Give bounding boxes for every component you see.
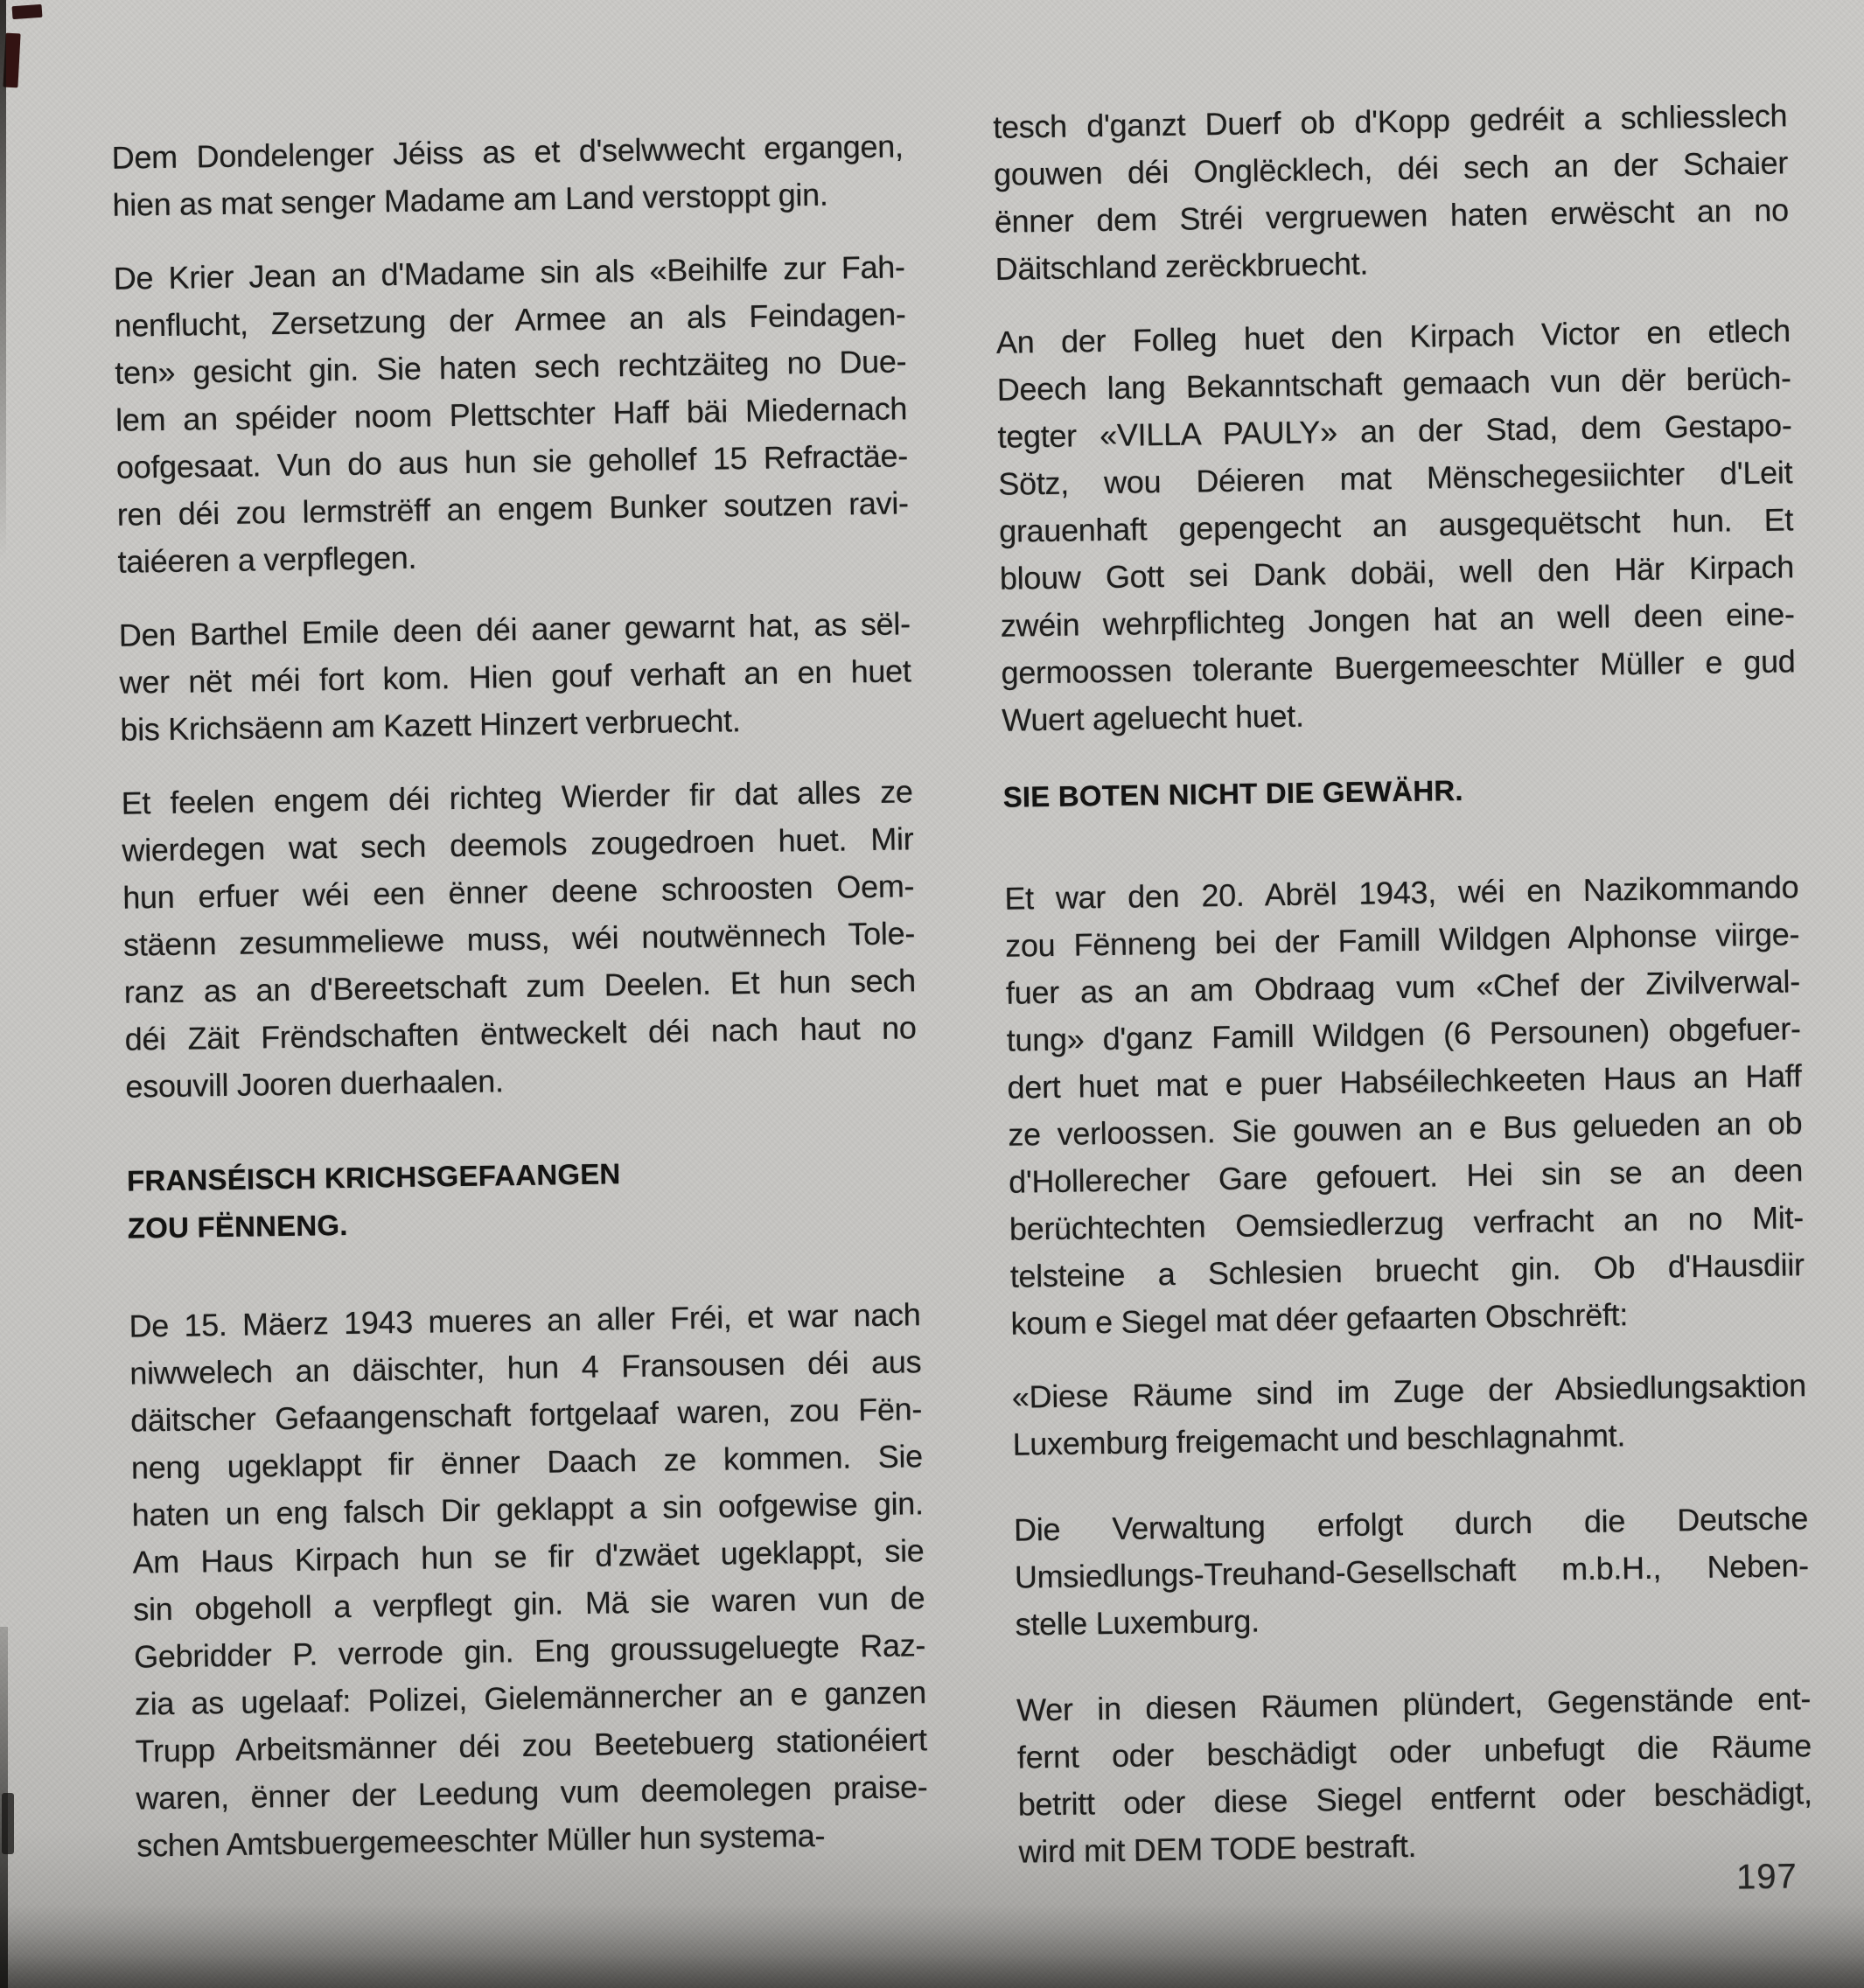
paragraph-toleranz: Et feelen engem déi richteg Wierder fir dat alles ze wierdegen wat sech deemols zougedroen huet. Mir hun erfuer wéi een ënner deene schroosten Oem- stäenn zesummeliewe muss, wéi noutwënnech Tole- ranz as an d'Bereetschaft zum Deelen. Et hun sech déi Zäit Frëndschaften ëntweckelt déi nach haut no esouvill Jooren duerhaalen. [121,773,917,1105]
paragraph-krier-jean: De Krier Jean an d'Madame sin als «Beihilfe zur Fah- nenflucht, Zersetzung der Armee an als Feindagen- ten» gesicht gin. Sie haten sech rechtzäiteg no Due- lem an spéider noom Plettschter Haff bäi Miedernach oofgesaat. Vun do aus hun sie gehollef 15 Refractäe- ren déi zou lermstrëff an engem Bunker soutzen ravi- taiéeren a verpflegen. [113,248,909,580]
left-column [111,122,929,1895]
quote-verwaltung: Die Verwaltung erfolgt durch die Deutsche Umsiedlungs-Treuhand-Gesellschaft m.b.H., Neben- stelle Luxemburg. [1013,1500,1810,1643]
paragraph-villa-pauly: An der Folleg huet den Kirpach Victor en etlech Deech lang Bekanntschaft gemaach vun dër berüch- tegter «VILLA PAULY» an der Stad, dem Gestapo- Sötz, wou Déieren mat Mënschegesiichter d'Leit grauenhaft gepengecht an ausgequëtscht hun. Et blouw Gott sei Dank dobäi, well den Här Kirpach zwéin wehrpflichteg Jongen hat an well deen eine- germoossen tolerante Buergemeeschter Müller e gud Wuert ageluecht huet. [995,312,1796,738]
section-heading-franseisch-krichsgefaangen: FRANSÉISCH KRICHSGEFAANGEN ZOU FËNNENG. [126,1157,621,1245]
paragraph-duerf-razzia: tesch d'ganzt Duerf ob d'Kopp gedréit a schliesslech gouwen déi Onglëcklech, déi sech an der Schaier ënner dem Stréi vergruewen haten erwëscht an no Däitschland zerëckbruecht. [993,97,1790,287]
page-bottom-shadow [0,1905,1864,1988]
paragraph-15-maerz-1943: De 15. Mäerz 1943 mueres an aller Fréi, et war nach niwwelech an däischter, hun 4 Fransousen déi aus däitscher Gefaangenschaft fortgelaaf waren, zou Fën- neng ugeklappt fir ënner Daach ze kommen. Sie haten un eng falsch Dir geklappt a sin oofgewise gin. Am Haus Kirpach hun se fir d'zwäet ugeklappt, sie sin obgeholl a verpflegt gin. Mä sie waren vun de Gebridder P. verrode gin. Eng groussugeluegte Raz- zia as ugelaaf: Polizei, Gielemännercher an e ganzen Trupp Arbeitsmänner déi zou Beetebuerg stationéiert waren, ënner der Leedung vum deemolegen praise- schen Amtsbuergemeeschter Müller hun systema- [129,1296,928,1864]
page-number: 197 [1735,1857,1798,1897]
section-heading-sie-boten-nicht-die-gewaehr: SIE BOTEN NICHT DIE GEWÄHR. [1002,773,1463,813]
quote-dem-tode-bestraft: Wer in diesen Räumen plündert, Gegenstände ent- fernt oder beschädigt oder unbefugt die Räume betritt oder diese Siegel entfernt oder beschädigt, wird mit DEM TODE bestraft. [1016,1680,1812,1870]
quote-absiedlungsaktion: «Diese Räume sind im Zuge der Absiedlungsaktion Luxemburg freigemacht und beschlagnahmt. [1011,1367,1807,1462]
paragraph-dondelenger: Dem Dondelenger Jéiss as et d'selwwecht ergangen, hien as mat senger Madame am Land verstoppt gin. [111,128,904,223]
right-column [993,92,1813,1875]
paragraph-barthel-emile: Den Barthel Emile deen déi aaner gewarnt hat, as sël- wer nët méi fort kom. Hien gouf verhaft an en huet bis Krichsäenn am Kazett Hinzert verbruecht. [118,605,911,748]
paragraph-nazikommando-wildgen: Et war den 20. Abrël 1943, wéi en Nazikommando zou Fënneng bei der Famill Wildgen Alphonse viirge- fuer as an am Obdraag vum «Chef der Zivilverwal- tung» d'ganz Famill Wildgen (6 Persounen) obgefuer- dert huet mat e puer Habséilechkeeten Haus an Haff ze verloossen. Sie gouwen an e Bus gelueden an ob d'Hollerecher Gare gefouert. Hei sin se an deen berüchtechten Oemsiedlerzug verfracht an no Mit- telsteine a Schlesien bruecht gin. Ob d'Hausdiir koum e Siegel mat déer gefaarten Obschrëft: [1004,868,1805,1342]
